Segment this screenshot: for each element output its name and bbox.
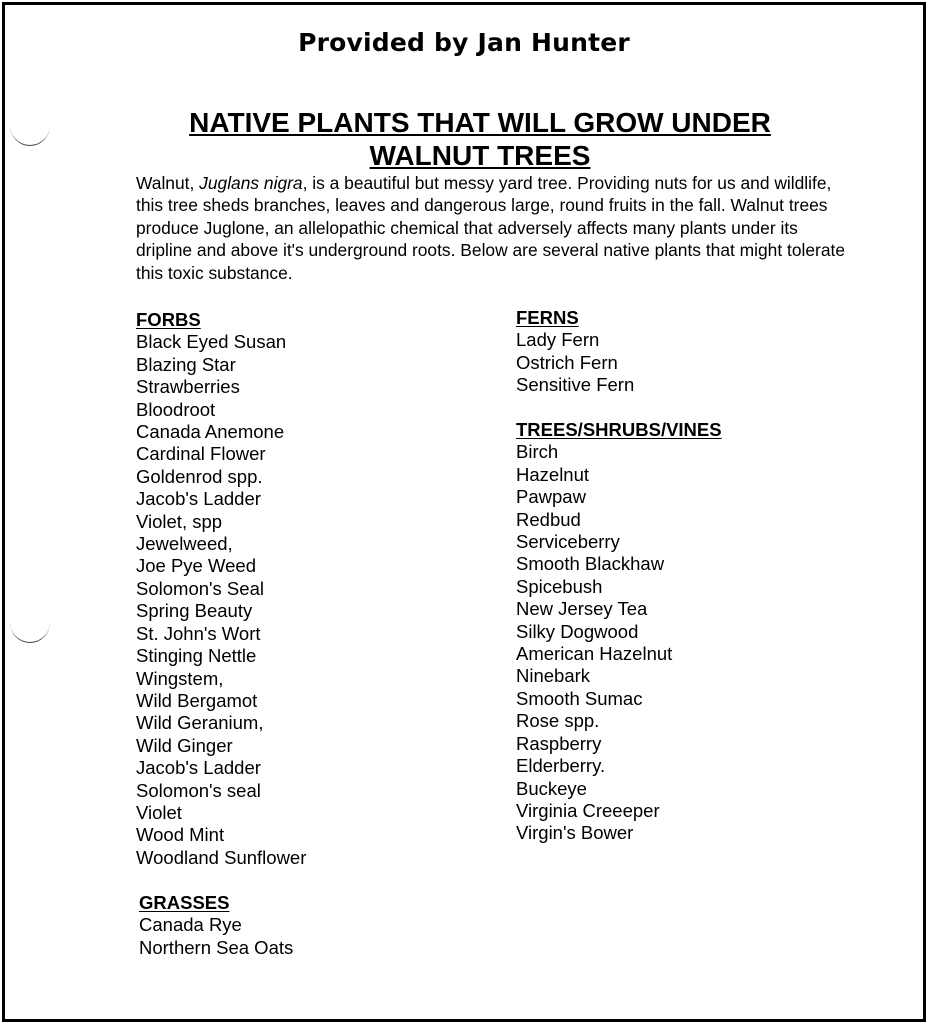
punch-hole-mark	[10, 105, 50, 146]
ferns-list	[516, 329, 634, 396]
grasses-heading: GRASSES	[139, 892, 230, 913]
forbs-heading: FORBS	[136, 309, 201, 330]
plant-list-item: Lady Fern	[516, 329, 600, 351]
trees-heading: TREES/SHRUBS/VINES	[516, 419, 722, 440]
plant-list-item: Bloodroot	[136, 398, 216, 420]
plant-list-item: Rose spp.	[516, 710, 600, 732]
plant-list-item: Blazing Star	[136, 353, 236, 375]
plant-list-item: Wild Ginger	[136, 734, 233, 756]
plant-list-item: Smooth Sumac	[516, 687, 643, 709]
intro-prefix: Walnut,	[136, 173, 200, 193]
plant-list-item: Cardinal Flower	[136, 443, 266, 465]
plant-list-item: Jewelweed,	[136, 533, 233, 555]
plant-list-item: Goldenrod spp.	[136, 465, 263, 487]
plant-list-item: Ostrich Fern	[516, 351, 618, 373]
title-line-2: WALNUT TREES	[369, 140, 591, 171]
forbs-section	[136, 309, 306, 869]
page-title	[130, 106, 830, 172]
plant-list-item: Sensitive Fern	[516, 374, 635, 396]
plant-list-item: Ninebark	[516, 665, 591, 687]
plant-list-item: Birch	[516, 441, 559, 463]
title-line-1: NATIVE PLANTS THAT WILL GROW UNDER	[189, 107, 771, 138]
plant-list-item: Woodland Sunflower	[136, 846, 307, 868]
punch-hole-mark	[10, 602, 50, 643]
provided-by: Provided by Jan Hunter	[298, 28, 630, 57]
plant-list-item: Strawberries	[136, 376, 240, 398]
plant-list-item: Wood Mint	[136, 824, 225, 846]
plant-list-item: Jacob's Ladder	[136, 488, 261, 510]
plant-list-item: New Jersey Tea	[516, 598, 648, 620]
plant-list-item: Jacob's Ladder	[136, 757, 261, 779]
plant-list-item: Serviceberry	[516, 531, 620, 553]
forbs-list	[136, 331, 306, 869]
grasses-list	[139, 914, 293, 959]
plant-list-item: Virginia Creeeper	[516, 799, 660, 821]
intro-paragraph	[136, 172, 851, 284]
plant-list-item: Wild Geranium,	[136, 712, 264, 734]
plant-list-item: Raspberry	[516, 732, 602, 754]
plant-list-item: Pawpaw	[516, 486, 586, 508]
plant-list-item: Smooth Blackhaw	[516, 553, 665, 575]
intro-species: Juglans nigra	[199, 173, 303, 193]
plant-list-item: Solomon's Seal	[136, 577, 264, 599]
ferns-section	[516, 307, 634, 397]
plant-list-item: Hazelnut	[516, 463, 590, 485]
trees-list	[516, 441, 722, 844]
grasses-section	[139, 892, 293, 959]
plant-list-item: Redbud	[516, 508, 581, 530]
plant-list-item: Spring Beauty	[136, 600, 253, 622]
plant-list-item: Buckeye	[516, 777, 587, 799]
plant-list-item: Silky Dogwood	[516, 620, 639, 642]
plant-list-item: Joe Pye Weed	[136, 555, 256, 577]
plant-list-item: Stinging Nettle	[136, 645, 257, 667]
plant-list-item: Wingstem,	[136, 667, 224, 689]
plant-list-item: Canada Anemone	[136, 421, 285, 443]
plant-list-item: Wild Bergamot	[136, 689, 258, 711]
plant-list-item: Canada Rye	[139, 914, 242, 936]
plant-list-item: Solomon's seal	[136, 779, 261, 801]
plant-list-item: American Hazelnut	[516, 643, 673, 665]
plant-list-item: St. John's Wort	[136, 622, 261, 644]
plant-list-item: Black Eyed Susan	[136, 331, 287, 353]
ferns-heading: FERNS	[516, 307, 579, 328]
plant-list-item: Violet, spp	[136, 510, 223, 532]
plant-list-item: Virgin's Bower	[516, 822, 634, 844]
plant-list-item: Northern Sea Oats	[139, 936, 294, 958]
plant-list-item: Spicebush	[516, 575, 603, 597]
plant-list-item: Violet	[136, 801, 182, 823]
trees-section	[516, 419, 722, 845]
intro-body: , is a beautiful but messy yard tree. Providing nuts for us and wildlife, this tree sheds branches, leaves and dangerous large, round fruits in the fall. Walnut trees produce Juglone, an allelopathic chemical that adversely affects many plants under its dripline and above it's underground roots. Below are several native plants that might tolerate this toxic substance.	[136, 173, 846, 283]
plant-list-item: Elderberry.	[516, 755, 606, 777]
